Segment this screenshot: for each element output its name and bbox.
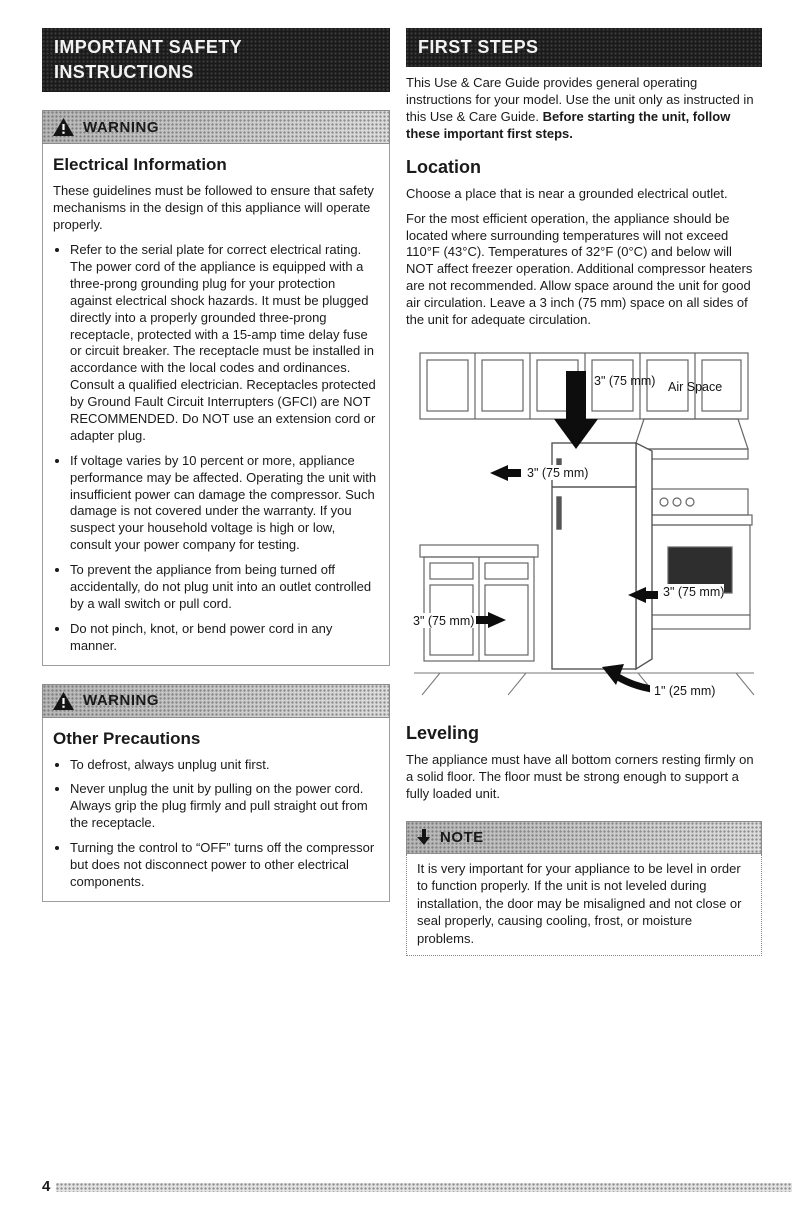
stove (648, 489, 752, 629)
warning-section-electrical (42, 110, 390, 665)
precautions-bullet-list (53, 757, 379, 891)
air-space-value-label: 3" (75 mm) (594, 373, 656, 388)
intro-bold-text: Before starting the unit, follow these important first steps. (406, 108, 731, 141)
warning-section-other (42, 684, 390, 902)
list-item: • Do not pinch, knot, or bend power cord in any manner. (70, 621, 379, 655)
air-space-text-label: Air Space (668, 379, 723, 394)
base-cabinet (420, 545, 538, 661)
note-label: NOTE (440, 828, 484, 846)
other-precautions-title: Other Precautions (53, 728, 201, 748)
warning-label: WARNING (83, 692, 159, 710)
warning-bar (42, 684, 390, 718)
installation-clearance-illustration (406, 337, 762, 709)
right-column (406, 28, 762, 956)
right-clearance-label: 3" (75 mm) (663, 584, 725, 599)
list-item: • If voltage varies by 10 percent or more, appliance performance may be affected. Operating the unit with insufficient power can damage the compressor. Such damage is not covered under the warranty. If you suspect your household voltage is high or low, consult your power company for testing. (70, 453, 379, 554)
note-bar (406, 821, 762, 854)
page-footer (42, 1178, 792, 1196)
list-item: • Refer to the serial plate for correct electrical rating. The power cord of the appliance is equipped with a three-prong grounding plug for your protection against electrical shock hazards. It must be plugged directly into a properly grounded three-prong receptacle, protected with a 15-amp time delay fuse or circuit breaker. The receptacle must be installed in accordance with the local codes and ordinances. Consult a qualified electrician. Receptacles protected by Ground Fault Circuit Interrupters (GFCI) are NOT RECOMMENDED. Do NOT use an extension cord or adapter plug. (70, 242, 379, 445)
list-item: • Turning the control to “OFF” turns off the compressor but does not disconnect power to other electrical components. (70, 840, 379, 891)
location-title: Location (406, 156, 481, 177)
page-number: 4 (42, 1178, 51, 1195)
warning-box-other (42, 718, 390, 902)
warning-icon (53, 692, 74, 710)
location-paragraph-2: For the most efficient operation, the appliance should be located where surrounding temperatures will not exceed 110°F (43°C). Temperatures of 32°F (0°C) and below will NOT affect freezer operation. Additional compressor heaters are not recommended. Allow space around the unit for good air circulation. Leave a 3 inch (75 mm) space on all sides of the unit for adequate circulation. (406, 210, 753, 327)
footer-stripe (56, 1183, 792, 1192)
note-icon (417, 829, 431, 845)
electrical-information-title: Electrical Information (53, 155, 227, 175)
bottom-left-clearance-label: 3" (75 mm) (413, 613, 475, 628)
note-box: It is very important for your appliance to be level in order to function properly. If the unit is not leveled during installation, the door may be misaligned and not close or seal properly, causing cooling, frost, or moisture problems. (406, 854, 762, 957)
warning-bar (42, 110, 390, 144)
warning-label: WARNING (83, 118, 159, 136)
leveling-paragraph: The appliance must have all bottom corners resting firmly on a solid floor. The floor must be strong enough to support a fully loaded unit. (406, 751, 754, 801)
leveling-title: Leveling (406, 722, 480, 743)
location-paragraph-1: Choose a place that is near a grounded electrical outlet. (406, 185, 728, 201)
warning-box-electrical (42, 144, 390, 665)
left-section-header: IMPORTANT SAFETY INSTRUCTIONS (42, 28, 390, 92)
first-steps-intro (406, 75, 762, 143)
list-item: • To prevent the appliance from being turned off accidentally, do not plug unit into an outlet controlled by a wall switch or pull cord. (70, 562, 379, 613)
electrical-intro: These guidelines must be followed to ensure that safety mechanisms in the design of this appliance will operate properly. (53, 183, 374, 233)
list-item: • To defrost, always unplug unit first. (70, 757, 379, 774)
warning-icon (53, 118, 74, 136)
left-clearance-arrow (490, 465, 521, 481)
right-section-header: FIRST STEPS (406, 28, 762, 67)
bottom-clearance-label: 1" (25 mm) (654, 683, 716, 698)
left-column (42, 28, 390, 902)
intro-text: This Use & Care Guide provides general operating instructions for your model. Use the unit only as instructed in this Use & Care Guide. (406, 75, 754, 124)
list-item: • Never unplug the unit by pulling on the power cord. Always grip the plug firmly and pull straight out from the receptacle. (70, 781, 379, 832)
note-section (406, 821, 762, 957)
electrical-bullet-list (53, 242, 379, 654)
left-clearance-label: 3" (75 mm) (527, 465, 589, 480)
bottom-left-clearance-arrow (476, 612, 506, 628)
